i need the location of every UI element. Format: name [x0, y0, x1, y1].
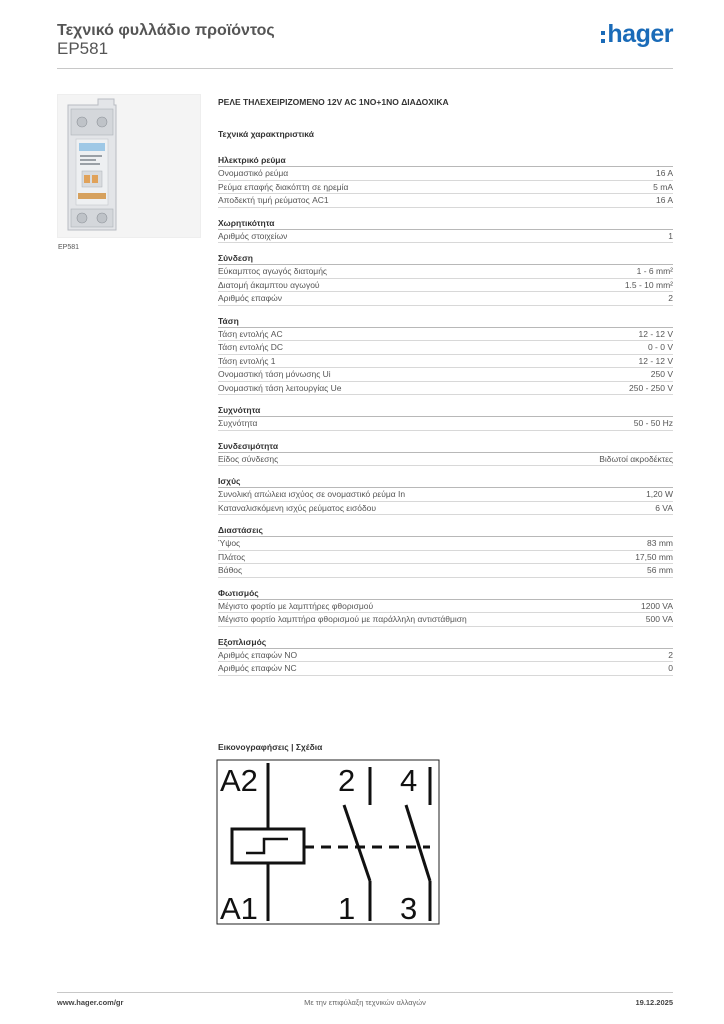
spec-section — [218, 218, 673, 244]
spec-row — [218, 564, 673, 578]
spec-row — [218, 649, 673, 663]
spec-section-title: Τάση — [218, 316, 673, 328]
specs-heading: Τεχνικά χαρακτηριστικά — [218, 129, 314, 139]
spec-section-title: Χωρητικότητα — [218, 218, 673, 230]
wiring-diagram — [216, 759, 440, 925]
header-divider — [57, 68, 673, 69]
spec-row — [218, 341, 673, 355]
spec-row — [218, 194, 673, 208]
spec-section — [218, 155, 673, 208]
spec-label: Ονομαστική τάση λειτουργίας Ue — [218, 382, 342, 393]
spec-section-title: Φωτισμός — [218, 588, 673, 600]
logo-dots-icon — [601, 31, 605, 43]
spec-value: 6 VA — [655, 502, 673, 513]
spec-row — [218, 551, 673, 565]
spec-label: Αριθμός επαφών — [218, 293, 283, 304]
spec-row — [218, 613, 673, 627]
footer-note: Με την επιφύλαξη τεχνικών αλλαγών — [304, 998, 426, 1007]
spec-row — [218, 382, 673, 396]
spec-value: 2 — [668, 649, 673, 660]
spec-label: Τάση εντολής AC — [218, 328, 283, 339]
page-footer — [57, 998, 673, 1010]
spec-section-title: Σύνδεση — [218, 253, 673, 265]
spec-label: Τάση εντολής 1 — [218, 355, 276, 366]
footer-divider — [57, 992, 673, 993]
spec-value: 1.5 - 10 mm² — [624, 279, 673, 290]
spec-row — [218, 279, 673, 293]
spec-value: Βιδωτοί ακροδέκτες — [599, 453, 673, 464]
product-heading: ΡΕΛΕ ΤΗΛΕΧΕΙΡΙΖΟΜΕΝΟ 12V AC 1NO+1NO ΔΙΑΔΟΧΙΚΑ — [218, 97, 449, 107]
spec-row — [218, 368, 673, 382]
spec-label: Μέγιστο φορτίο λαμπτήρα φθορισμού με παράλληλη αντιστάθμιση — [218, 614, 467, 625]
spec-value: 2 — [668, 293, 673, 304]
terminal-1-label: 1 — [338, 891, 356, 925]
spec-row — [218, 502, 673, 516]
spec-label: Διατομή άκαμπτου αγωγού — [218, 279, 320, 290]
spec-row — [218, 453, 673, 467]
spec-section — [218, 588, 673, 627]
footer-website-link[interactable]: www.hager.com/gr — [57, 998, 124, 1007]
spec-label: Ονομαστικό ρεύμα — [218, 168, 289, 179]
spec-row — [218, 355, 673, 369]
spec-row — [218, 230, 673, 244]
spec-label: Ρεύμα επαφής διακόπτη σε ηρεμία — [218, 181, 349, 192]
spec-value: 1 - 6 mm² — [636, 266, 673, 277]
spec-section-title: Εξοπλισμός — [218, 637, 673, 649]
spec-row — [218, 328, 673, 342]
terminal-3-label: 3 — [400, 891, 418, 925]
product-image — [57, 94, 201, 238]
spec-value: 83 mm — [647, 538, 673, 549]
spec-label: Είδος σύνδεσης — [218, 453, 279, 464]
spec-label: Ύψος — [218, 538, 241, 549]
spec-value: 50 - 50 Hz — [633, 418, 673, 429]
footer-date: 19.12.2025 — [635, 998, 673, 1007]
spec-value: 1 — [668, 230, 673, 241]
spec-label: Αριθμός επαφών NC — [218, 663, 297, 674]
spec-label: Μέγιστο φορτίο με λαμπτήρες φθορισμού — [218, 600, 374, 611]
image-caption: EP581 — [58, 244, 80, 251]
document-title: Τεχνικό φυλλάδιο προϊόντος — [57, 22, 275, 39]
spec-label: Πλάτος — [218, 551, 246, 562]
spec-section — [218, 525, 673, 578]
terminal-2-label: 2 — [338, 763, 356, 798]
product-code: EP581 — [57, 39, 109, 58]
spec-section — [218, 476, 673, 515]
spec-value: 12 - 12 V — [638, 328, 673, 339]
spec-label: Ονομαστική τάση μόνωσης Ui — [218, 369, 331, 380]
diagram-heading: Εικονογραφήσεις | Σχέδια — [218, 742, 323, 752]
spec-label: Εύκαμπτος αγωγός διατομής — [218, 266, 328, 277]
spec-value: 56 mm — [647, 565, 673, 576]
logo-text: hager — [607, 19, 673, 48]
spec-section — [218, 441, 673, 467]
spec-section-title: Ισχύς — [218, 476, 673, 488]
specifications-content — [218, 97, 673, 676]
spec-value: 250 - 250 V — [629, 382, 673, 393]
spec-section — [218, 316, 673, 396]
spec-label: Βάθος — [218, 565, 243, 576]
spec-label: Τάση εντολής DC — [218, 342, 284, 353]
spec-label: Αποδεκτή τιμή ρεύματος AC1 — [218, 195, 329, 206]
spec-label: Καταναλισκόμενη ισχύς ρεύματος εισόδου — [218, 502, 377, 513]
spec-label: Αριθμός στοιχείων — [218, 230, 288, 241]
terminal-a2-label: A2 — [220, 763, 258, 798]
spec-row — [218, 662, 673, 676]
spec-row — [218, 167, 673, 181]
spec-label: Συχνότητα — [218, 418, 258, 429]
spec-section-title: Συχνότητα — [218, 405, 673, 417]
spec-value: 0 — [668, 663, 673, 674]
terminal-4-label: 4 — [400, 763, 418, 798]
spec-value: 16 A — [655, 168, 673, 179]
spec-value: 1200 VA — [641, 600, 673, 611]
spec-value: 500 VA — [645, 614, 673, 625]
spec-section-title: Διαστάσεις — [218, 525, 673, 537]
spec-row — [218, 600, 673, 614]
spec-row — [218, 537, 673, 551]
spec-section-title: Ηλεκτρικό ρεύμα — [218, 155, 673, 167]
spec-value: 250 V — [650, 369, 673, 380]
spec-value: 12 - 12 V — [638, 355, 673, 366]
relay-module-image — [58, 95, 200, 237]
spec-section — [218, 405, 673, 431]
spec-label: Αριθμός επαφών NO — [218, 649, 298, 660]
spec-section — [218, 253, 673, 306]
spec-section — [218, 637, 673, 676]
spec-section-title: Συνδεσιμότητα — [218, 441, 673, 453]
spec-value: 16 A — [655, 195, 673, 206]
spec-row — [218, 488, 673, 502]
page-header — [57, 20, 673, 70]
spec-row — [218, 417, 673, 431]
spec-sections — [218, 155, 673, 676]
spec-value: 17,50 mm — [635, 551, 673, 562]
spec-value: 5 mA — [653, 181, 673, 192]
hager-logo — [601, 20, 673, 48]
spec-value: 1,20 W — [646, 489, 673, 500]
spec-row — [218, 181, 673, 195]
spec-row — [218, 265, 673, 279]
terminal-a1-label: A1 — [220, 891, 258, 925]
spec-row — [218, 292, 673, 306]
spec-label: Συνολική απώλεια ισχύος σε ονομαστικό ρεύμα In — [218, 489, 406, 500]
spec-value: 0 - 0 V — [647, 342, 673, 353]
